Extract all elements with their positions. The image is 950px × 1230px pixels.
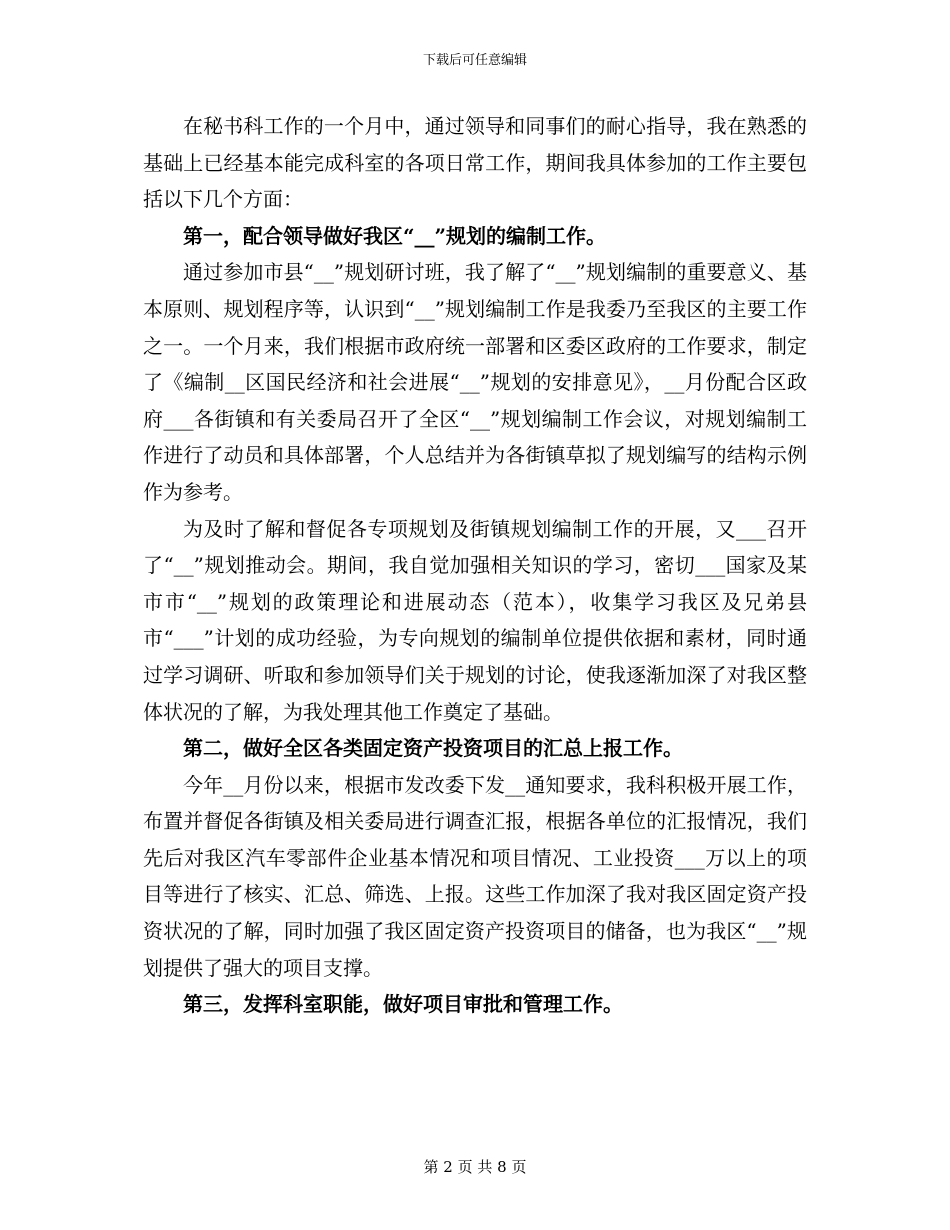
page-header: 下载后可任意编辑 bbox=[422, 53, 527, 68]
body-paragraph: 在秘书科工作的一个月中，通过领导和同事们的耐心指导，我在熟悉的基础上已经基本能完成科室的各项日常工作，期间我具体参加的工作主要包括以下几个方面： bbox=[143, 114, 807, 212]
section-heading: 第一，配合领导做好我区“__”规划的编制工作。 bbox=[183, 223, 607, 248]
body-paragraph: 为及时了解和督促各专项规划及街镇规划编制工作的开展，又___召开了“__”规划推动会。期间，我自觉加强相关知识的学习，密切___国家及某市市“__”规划的政策理论和进展动态（范本），收集学习我区及兄弟县市“___”计划的成功经验，为专向规划的编制单位提供依据和素材，同时通过学习调研、听取和参加领导们关于规划的讨论，使我逐渐加深了对我区整体状况的了解，为我处理其他工作奠定了基础。 bbox=[143, 516, 807, 724]
body-paragraph: 通过参加市县“__”规划研讨班，我了解了“__”规划编制的重要意义、基本原则、规划程序等，认识到“__”规划编制工作是我委乃至我区的主要工作之一。一个月来，我们根据市政府统一部署和区委区政府的工作要求，制定了《编制__区国民经济和社会进展“__”规划的安排意见》，__月份配合区政府___各街镇和有关委局召开了全区“__”规划编制工作会议，对规划编制工作进行了动员和具体部署，个人总结并为各街镇草拟了规划编写的结构示例作为参考。 bbox=[143, 260, 807, 504]
page-footer: 第 2 页 共 8 页 bbox=[423, 1158, 527, 1176]
section-heading: 第二，做好全区各类固定资产投资项目的汇总上报工作。 bbox=[183, 736, 683, 761]
section-heading: 第三，发挥科室职能，做好项目审批和管理工作。 bbox=[183, 992, 623, 1017]
document-body bbox=[143, 108, 807, 1023]
body-paragraph: 今年__月份以来，根据市发改委下发__通知要求，我科积极开展工作，布置并督促各街镇及相关委局进行调查汇报，根据各单位的汇报情况，我们先后对我区汽车零部件企业基本情况和项目情况、工业投资___万以上的项目等进行了核实、汇总、筛选、上报。这些工作加深了我对我区固定资产投资状况的了解，同时加强了我区固定资产投资项目的储备，也为我区“__”规划提供了强大的项目支撑。 bbox=[143, 772, 807, 980]
